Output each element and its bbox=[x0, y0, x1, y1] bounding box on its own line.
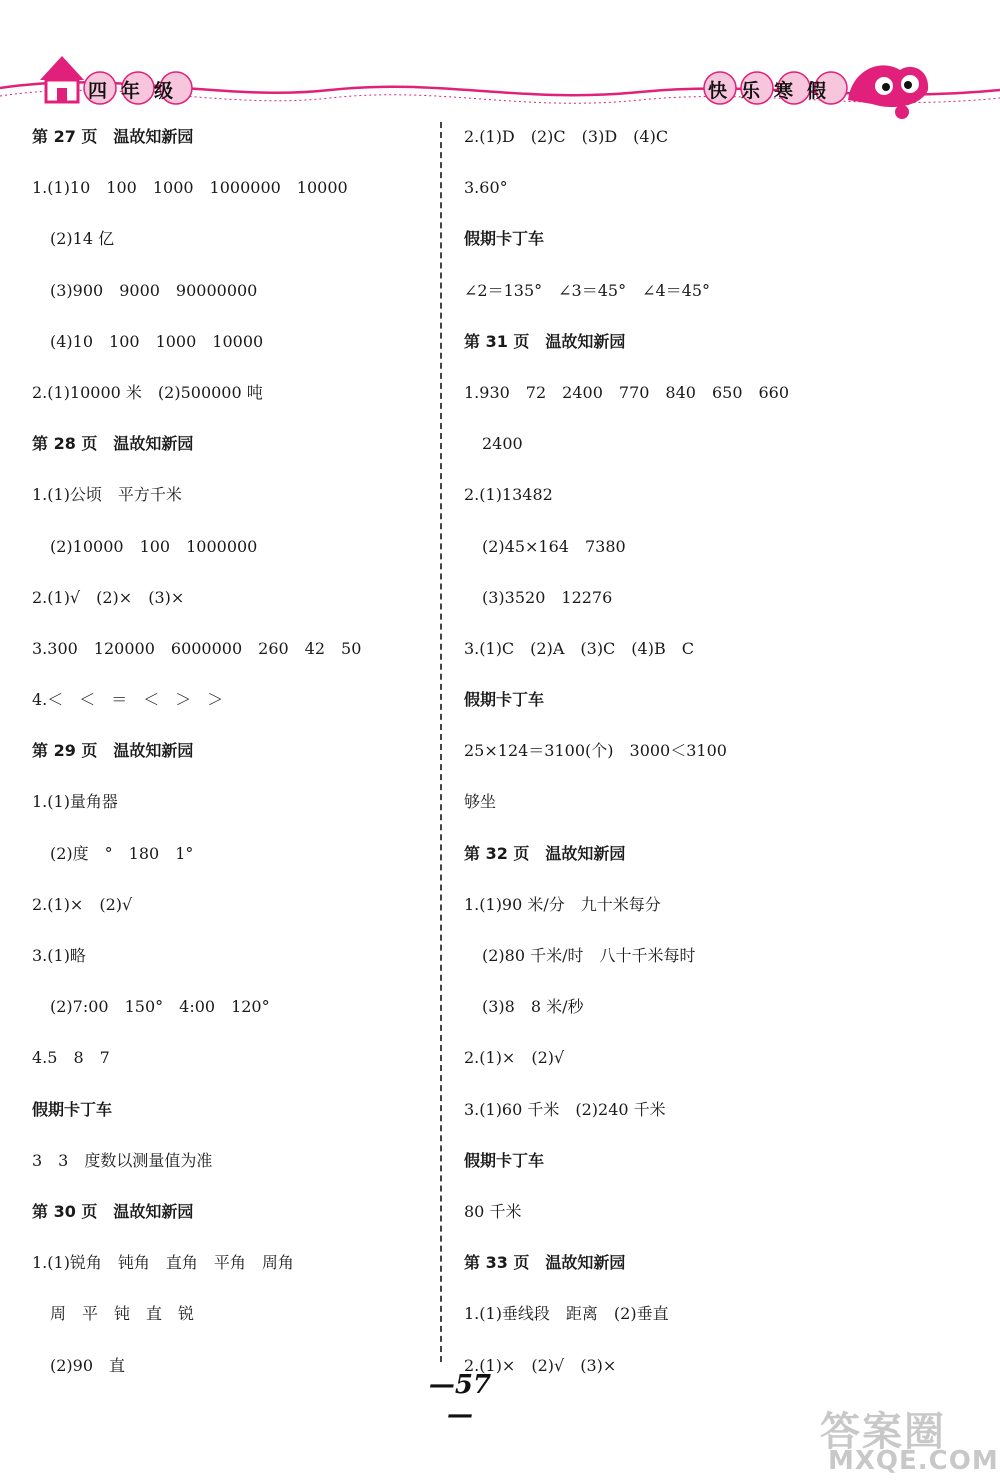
answer-line: 2.(1)× (2)√ bbox=[32, 894, 133, 914]
answer-line: (2)90 直 bbox=[50, 1355, 126, 1375]
answer-line: 4.＜ ＜ ＝ ＜ ＞ ＞ bbox=[32, 690, 224, 710]
answer-line: 1.(1)90 米/分 九十米每分 bbox=[464, 894, 661, 914]
cartoon-character-icon bbox=[848, 65, 928, 119]
answer-line: 1.(1)量角器 bbox=[32, 792, 118, 812]
answer-line: 3 3 度数以测量值为准 bbox=[32, 1150, 213, 1170]
left-answer-column bbox=[32, 122, 452, 1402]
right-answer-column bbox=[464, 122, 884, 1402]
answer-line: (4)10 100 1000 10000 bbox=[50, 331, 264, 351]
answer-line: (2)45×164 7380 bbox=[482, 536, 626, 556]
watermark-en: MXQE.COM bbox=[828, 1446, 999, 1476]
answer-line: (2)80 千米/时 八十千米每时 bbox=[482, 946, 696, 965]
answer-line: (3)3520 12276 bbox=[482, 587, 613, 607]
section-heading: 假期卡丁车 bbox=[32, 1099, 113, 1119]
column-divider bbox=[440, 122, 442, 1362]
header-right-title: 快乐寒假 bbox=[708, 80, 841, 102]
answer-line: 3.300 120000 6000000 260 42 50 bbox=[32, 638, 362, 658]
section-heading: 第 28 页 温故知新园 bbox=[32, 434, 194, 454]
answer-line: 2.(1)× (2)√ (3)× bbox=[464, 1355, 617, 1375]
section-heading: 第 29 页 温故知新园 bbox=[32, 741, 194, 761]
answer-line: 1.(1)公顷 平方千米 bbox=[32, 485, 182, 505]
answer-line: 周 平 钝 直 锐 bbox=[50, 1304, 195, 1324]
house-icon bbox=[40, 56, 84, 102]
answer-line: (3)8 8 米/秒 bbox=[482, 997, 584, 1017]
answer-line: (2)度 ° 180 1° bbox=[50, 843, 194, 863]
answer-line: 4.5 8 7 bbox=[32, 1048, 110, 1068]
answer-line: 1.(1)10 100 1000 1000000 10000 bbox=[32, 178, 348, 198]
answer-line: (2)7:00 150° 4:00 120° bbox=[50, 997, 270, 1017]
watermark-cn: 答案圈 bbox=[820, 1409, 946, 1455]
section-heading: 第 30 页 温故知新园 bbox=[32, 1201, 194, 1221]
answer-line: 3.(1)C (2)A (3)C (4)B C bbox=[464, 638, 694, 658]
page-header bbox=[0, 0, 1000, 120]
answer-line: (3)900 9000 90000000 bbox=[50, 280, 258, 300]
section-heading: 假期卡丁车 bbox=[464, 690, 545, 710]
section-heading: 假期卡丁车 bbox=[464, 1150, 545, 1170]
section-heading: 假期卡丁车 bbox=[464, 229, 545, 249]
answer-line: 1.(1)垂线段 距离 (2)垂直 bbox=[464, 1304, 669, 1324]
answer-line: 1.(1)锐角 钝角 直角 平角 周角 bbox=[32, 1253, 294, 1273]
answer-line: 3.(1)略 bbox=[32, 946, 86, 965]
section-heading: 第 32 页 温故知新园 bbox=[464, 843, 626, 863]
answer-line: (2)10000 100 1000000 bbox=[50, 536, 258, 556]
answer-line: 80 千米 bbox=[464, 1201, 522, 1221]
answer-line: 1.930 72 2400 770 840 650 660 bbox=[464, 382, 790, 402]
answer-line: (2)14 亿 bbox=[50, 229, 115, 249]
answer-line: 够坐 bbox=[464, 792, 497, 812]
section-heading: 第 27 页 温故知新园 bbox=[32, 127, 194, 146]
answer-line: ∠2＝135° ∠3＝45° ∠4＝45° bbox=[464, 280, 711, 300]
answer-line: 2.(1)10000 米 (2)500000 吨 bbox=[32, 382, 263, 402]
answer-line: 2400 bbox=[482, 434, 523, 454]
page-number: —57 — bbox=[428, 1370, 492, 1430]
answer-line: 25×124＝3100(个) 3000＜3100 bbox=[464, 741, 727, 761]
answer-line: 2.(1)D (2)C (3)D (4)C bbox=[464, 127, 669, 146]
answer-line: 2.(1)√ (2)× (3)× bbox=[32, 587, 185, 607]
section-heading: 第 33 页 温故知新园 bbox=[464, 1253, 626, 1273]
answer-line: 3.(1)60 千米 (2)240 千米 bbox=[464, 1099, 666, 1119]
answer-line: 3.60° bbox=[464, 178, 508, 198]
header-left-title: 四年级 bbox=[88, 80, 188, 102]
answer-line: 2.(1)13482 bbox=[464, 485, 553, 505]
watermark-logo bbox=[820, 1400, 999, 1480]
answer-line: 2.(1)× (2)√ bbox=[464, 1048, 565, 1068]
section-heading: 第 31 页 温故知新园 bbox=[464, 331, 626, 351]
